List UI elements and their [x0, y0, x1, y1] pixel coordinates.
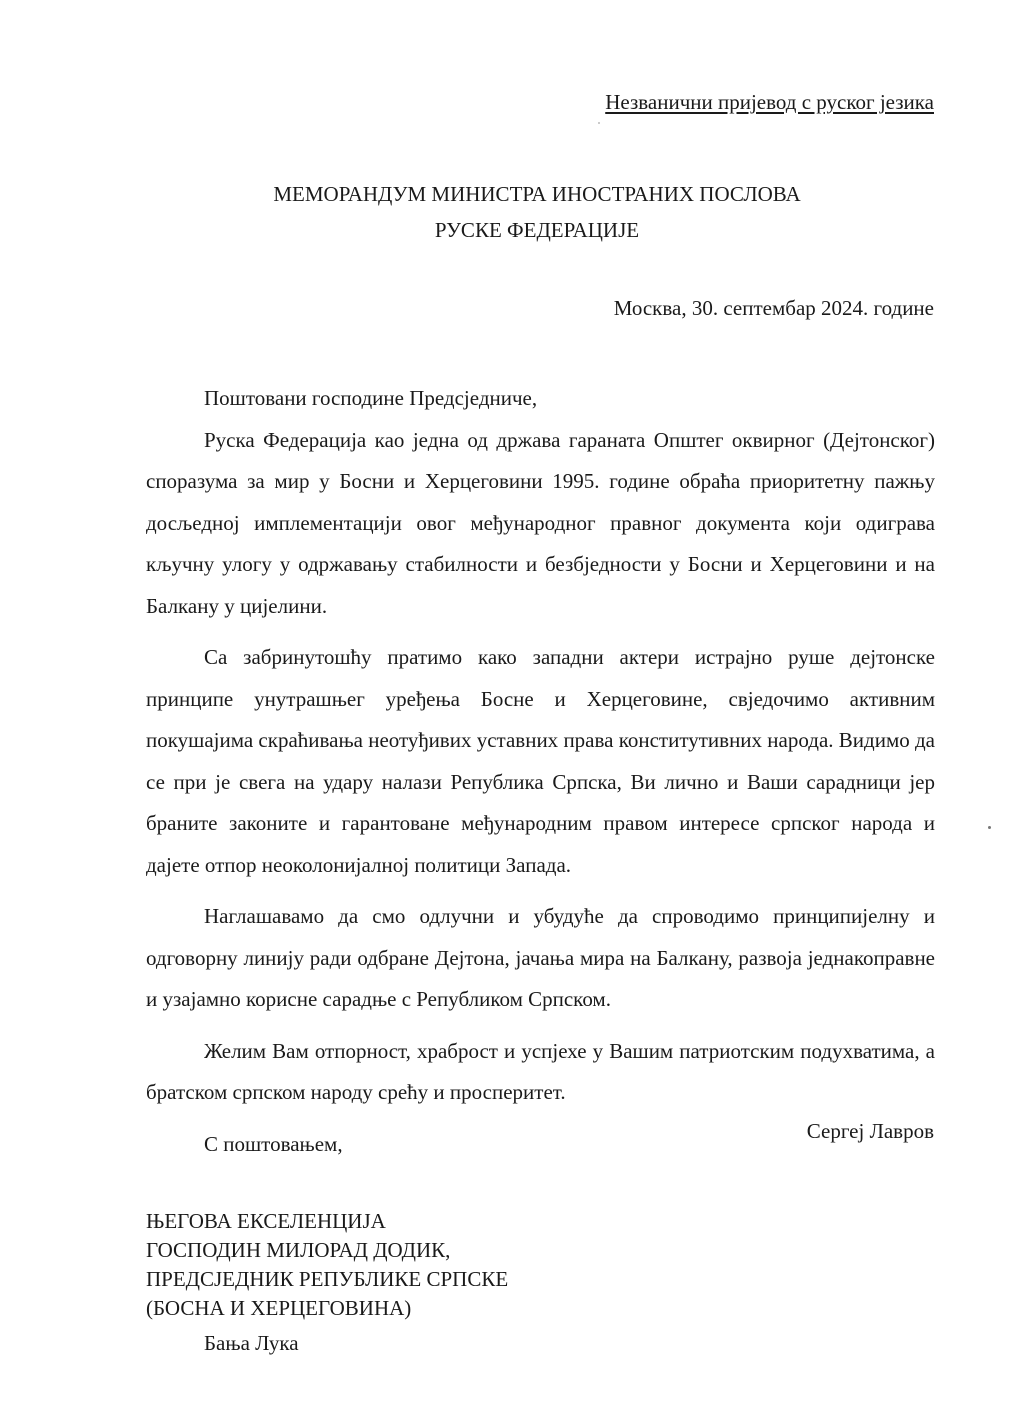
title-line-1: МЕМОРАНДУМ МИНИСТРА ИНОСТРАНИХ ПОСЛОВА [273, 182, 801, 206]
paragraph-2: Са забринутошћу пратимо како западни актери истрајно руше дејтонске принципе унутрашњег уређења Босне и Херцеговине, свједочимо активним покушајима скраћивања неотуђивих уставних права конститутивних народа. Видимо да се при је свега на удару налази Република Српска, Ви лично и Ваши сарадници јер браните законите и гарантоване међународним правом интересе српског народа и дајете отпор неоколонијалној политици Запада. [146, 645, 935, 877]
closing: С поштовањем, [204, 1131, 343, 1156]
title-line-2: РУСКЕ ФЕДЕРАЦИЈЕ [434, 218, 640, 242]
addressee-line-2: ГОСПОДИН МИЛОРАД ДОДИК, [146, 1238, 451, 1262]
addressee-city: Бања Лука [204, 1331, 299, 1355]
scan-speck [598, 122, 600, 124]
addressee-line-4: (БОСНА И ХЕРЦЕГОВИНА) [146, 1296, 412, 1320]
document-title [0, 176, 1024, 248]
paragraph-4: Желим Вам отпорност, храброст и успјехе у Вашим патриотским подухватима, а братском српском народу срећу и просперитет. [146, 1038, 935, 1104]
paragraph-3: Наглашавамо да смо одлучни и убудуће да спроводимо принципијелну и одговорну линију ради одбране Дејтона, јачања мира на Балкану, развоја једнакоправне и узајамно корисне сарадње с Републиком Српском. [146, 904, 935, 1011]
addressee-block [146, 1207, 508, 1358]
letter-body [146, 378, 935, 1165]
scan-speck [988, 826, 991, 829]
signature-name: Сергеј Лавров [806, 1119, 934, 1143]
translation-note: Незванични пријевод с руског језика [605, 90, 934, 114]
addressee-line-1: ЊЕГОВА ЕКСЕЛЕНЦИЈА [146, 1209, 386, 1233]
place-and-date: Москва, 30. септембар 2024. године [613, 296, 934, 320]
paragraph-1: Руска Федерација као једна од држава гараната Општег оквирног (Дејтонског) споразума за мир у Босни и Херцеговини 1995. године обраћа приоритетну пажњу досљедној имплементацији овог међународног правног документа који одиграва кључну улогу у одржавању стабилности и безбједности у Босни и Херцеговини и на Балкану у цијелини. [146, 427, 935, 618]
salutation: Поштовани господине Предсједниче, [204, 386, 538, 410]
addressee-line-3: ПРЕДСЈЕДНИК РЕПУБЛИКЕ СРПСКЕ [146, 1267, 509, 1291]
